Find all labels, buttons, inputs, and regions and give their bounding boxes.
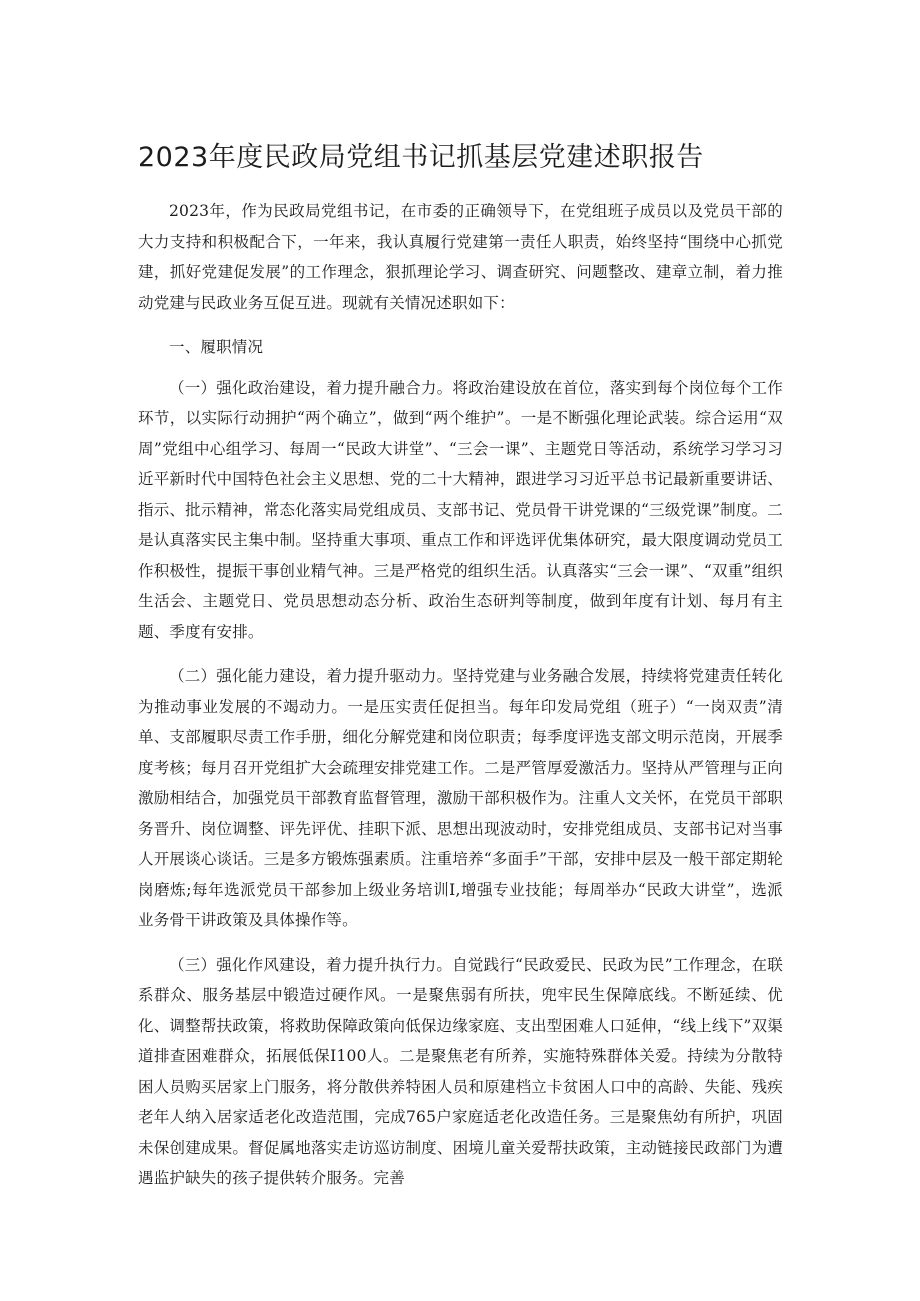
paragraph-style-building: （三）强化作风建设，着力提升执行力。自觉践行“民政爱民、民政为民”工作理念，在联系群众、服务基层中锻造过硬作风。一是聚焦弱有所扶，兜牢民生保障底线。不断延续、优化、调整帮扶政策，将救助保障政策向低保边缘家庭、支出型困难人口延伸，“线上线下”双渠道排查困难群众，拓展低保I100人。二是聚焦老有所养，实施特殊群体关爱。持续为分散特困人员购买居家上门服务，将分散供养特困人员和原建档立卡贫困人口中的高龄、失能、残疾老年人纳入居家适老化改造范围，完成765户家庭适老化改造任务。三是聚焦幼有所护，巩固未保创建成果。督促属地落实走访巡访制度、困境儿童关爱帮扶政策，主动链接民政部门为遭遇监护缺失的孩子提供转介服务。完善	[138, 955, 783, 1187]
document-title: 2023年度民政局党组书记抓基层党建述职报告	[138, 142, 704, 173]
paragraph-capacity-building: （二）强化能力建设，着力提升驱动力。坚持党建与业务融合发展，持续将党建责任转化为推动事业发展的不竭动力。一是压实责任促担当。每年印发局党组（班子）“一岗双责”清单、支部履职尽责工作手册，细化分解党建和岗位职责；每季度评选支部文明示范岗，开展季度考核；每月召开党组扩大会疏理安排党建工作。二是严管厚爱激活力。坚持从严管理与正向激励相结合，加强党员干部教育监督管理，激励干部积极作为。注重人文关怀，在党员干部职务晋升、岗位调整、评先评优、挂职下派、思想出现波动时，安排党组成员、支部书记对当事人开展谈心谈话。三是多方锻炼强素质。注重培养“多面手”干部，安排中层及一般干部定期轮岗磨炼;每年选派党员干部参加上级业务培训I,增强专业技能；每周举办“民政大讲堂”，选派业务骨干讲政策及具体操作等。	[138, 667, 783, 929]
intro-paragraph: 2023年，作为民政局党组书记，在市委的正确领导下，在党组班子成员以及党员干部的大力支持和积极配合下，一年来，我认真履行党建第一责任人职责，始终坚持“围绕中心抓党建，抓好党建促发展”的工作理念，狠抓理论学习、调查研究、问题整改、建章立制，着力推动党建与民政业务互促互进。现就有关情况述职如下：	[138, 202, 783, 312]
document-body	[138, 196, 783, 1208]
section-heading: 一、履职情况	[169, 338, 264, 356]
paragraph-political-building: （一）强化政治建设，着力提升融合力。将政治建设放在首位，落实到每个岗位每个工作环节，以实际行动拥护“两个确立”，做到“两个维护”。一是不断强化理论武装。综合运用“双周”党组中心组学习、每周一“民政大讲堂”、“三会一课”、主题党日等活动，系统学习学习习近平新时代中国特色社会主义思想、党的二十大精神，跟进学习习近平总书记最新重要讲话、指示、批示精神，常态化落实局党组成员、支部书记、党员骨干讲党课的“三级党课”制度。二是认真落实民主集中制。坚持重大事项、重点工作和评选评优集体研究，最大限度调动党员工作积极性，提振干事创业精气神。三是严格党的组织生活。认真落实“三会一课”、“双重”组织生活会、主题党日、党员思想动态分析、政治生态研判等制度，做到年度有计划、每月有主题、季度有安排。	[138, 378, 783, 641]
